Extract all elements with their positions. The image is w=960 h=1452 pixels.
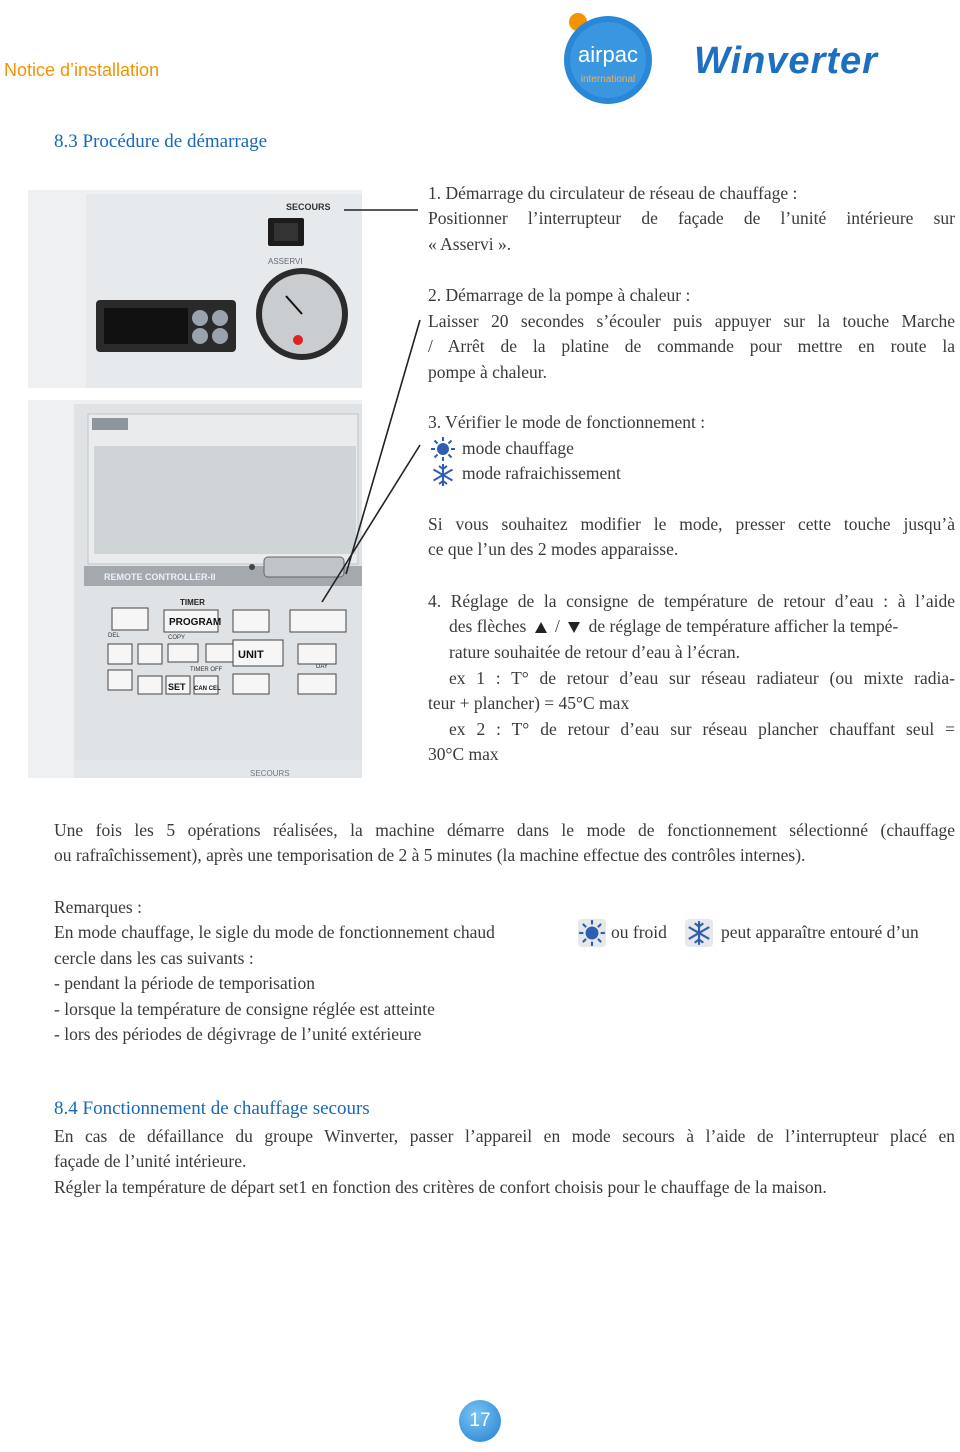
step4-text: de réglage de température afficher la tempé- bbox=[588, 616, 899, 636]
step4-text: des flèches bbox=[449, 616, 527, 636]
mode-cool-label: mode rafraichissement bbox=[462, 463, 621, 483]
remote-program-button[interactable]: PROGRAM bbox=[169, 617, 222, 628]
logo-subtext: international bbox=[580, 74, 636, 85]
sun-icon bbox=[430, 436, 456, 462]
remarks-text: En mode chauffage, le sigle du mode de fonctionnement chaud bbox=[54, 922, 495, 942]
step4-title: 4. Réglage de la consigne de température de retour d’eau : à l’aide bbox=[428, 591, 955, 611]
remarks-list-item: - pendant la période de temporisation bbox=[54, 973, 315, 993]
remote-del-label: DEL bbox=[108, 633, 120, 639]
remote-timer-off-label: TIMER OFF bbox=[190, 667, 223, 673]
summary-line: ou rafraîchissement), après une temporisation de 2 à 5 minutes (la machine effectue des contrôles internes). bbox=[54, 845, 806, 865]
section-8-4-heading: 8.4 Fonctionnement de chauffage secours bbox=[54, 1098, 370, 1119]
remote-brand-label: REMOTE CONTROLLER-II bbox=[104, 572, 216, 582]
snowflake-icon bbox=[430, 462, 456, 488]
sun-icon bbox=[578, 919, 606, 947]
logo-text: airpac bbox=[578, 42, 638, 67]
section-8-3-heading: 8.3 Procédure de démarrage bbox=[54, 131, 268, 152]
step4-text-line: rature souhaitée de retour d’eau à l’écran. bbox=[449, 642, 741, 662]
summary-line: Une fois les 5 opérations réalisées, la machine démarre dans le mode de fonctionnement sélectionné (chauffage bbox=[54, 820, 955, 840]
remote-timer-label: TIMER bbox=[180, 598, 205, 607]
step3-title: 3. Vérifier le mode de fonctionnement : bbox=[428, 412, 706, 432]
step2-text-line: / Arrêt de la platine de commande pour mettre en route la bbox=[428, 336, 955, 356]
page-number-badge bbox=[459, 1400, 501, 1442]
step3-note-line: Si vous souhaitez modifier le mode, presser cette touche jusqu’à bbox=[428, 514, 955, 534]
remote-cancel-button[interactable]: CAN CEL bbox=[194, 686, 221, 692]
arrow-up-icon bbox=[535, 622, 547, 633]
section-8-4-line: En cas de défaillance du groupe Winverter, passer l’appareil en mode secours à l’aide de l’interrupteur placé en bbox=[54, 1126, 955, 1146]
remote-set-button[interactable]: SET bbox=[168, 682, 186, 692]
remote-secours-label: SECOURS bbox=[250, 769, 290, 778]
step4-example1-line: ex 1 : T° de retour d’eau sur réseau radiateur (ou mixte radia- bbox=[449, 668, 955, 688]
step2-text-line: pompe à chaleur. bbox=[428, 362, 548, 382]
step4-example2-line: ex 2 : T° de retour d’eau sur réseau plancher chauffant seul = bbox=[449, 719, 955, 739]
remote-unit-button[interactable]: UNIT bbox=[238, 649, 264, 661]
step1-title: 1. Démarrage du circulateur de réseau de chauffage : bbox=[428, 183, 798, 203]
step4-separator: / bbox=[555, 616, 560, 636]
step4-example1-line: teur + plancher) = 45°C max bbox=[428, 693, 630, 713]
remarks-list-item: - lorsque la température de consigne réglée est atteinte bbox=[54, 999, 435, 1019]
step4-example2-line: 30°C max bbox=[428, 744, 499, 764]
arrow-down-icon bbox=[568, 622, 580, 633]
step2-title: 2. Démarrage de la pompe à chaleur : bbox=[428, 285, 691, 305]
step1-text-line: « Asservi ». bbox=[428, 234, 512, 254]
remarks-title: Remarques : bbox=[54, 897, 142, 917]
winverter-brand: Winverter bbox=[694, 40, 878, 82]
snowflake-icon bbox=[685, 919, 713, 947]
switch-label-asservi: ASSERVI bbox=[268, 257, 303, 266]
remote-day-label: DAY bbox=[316, 664, 328, 670]
step1-text-line: Positionner l’interrupteur de façade de l’unité intérieure sur bbox=[428, 208, 955, 228]
remarks-text: cercle dans les cas suivants : bbox=[54, 948, 254, 968]
step2-text-line: Laisser 20 secondes s’écouler puis appuyer sur la touche Marche bbox=[428, 311, 955, 331]
section-8-4-line: façade de l’unité intérieure. bbox=[54, 1151, 247, 1171]
switch-label-secours: SECOURS bbox=[286, 202, 331, 212]
remote-copy-label: COPY bbox=[168, 635, 186, 641]
step3-note-line: ce que l’un des 2 modes apparaisse. bbox=[428, 539, 679, 559]
remarks-text: peut apparaître entouré d’un bbox=[721, 922, 919, 942]
document-title: Notice d’installation bbox=[4, 60, 160, 80]
section-8-4-line: Régler la température de départ set1 en fonction des critères de confort choisis pour le chauffage de la maison. bbox=[54, 1177, 827, 1197]
page-number: 17 bbox=[469, 1410, 491, 1431]
remarks-text: ou froid bbox=[611, 922, 667, 942]
mode-heat-label: mode chauffage bbox=[462, 438, 574, 458]
remarks-list-item: - lors des périodes de dégivrage de l’unité extérieure bbox=[54, 1024, 422, 1044]
step4-arrows-line bbox=[449, 614, 898, 640]
